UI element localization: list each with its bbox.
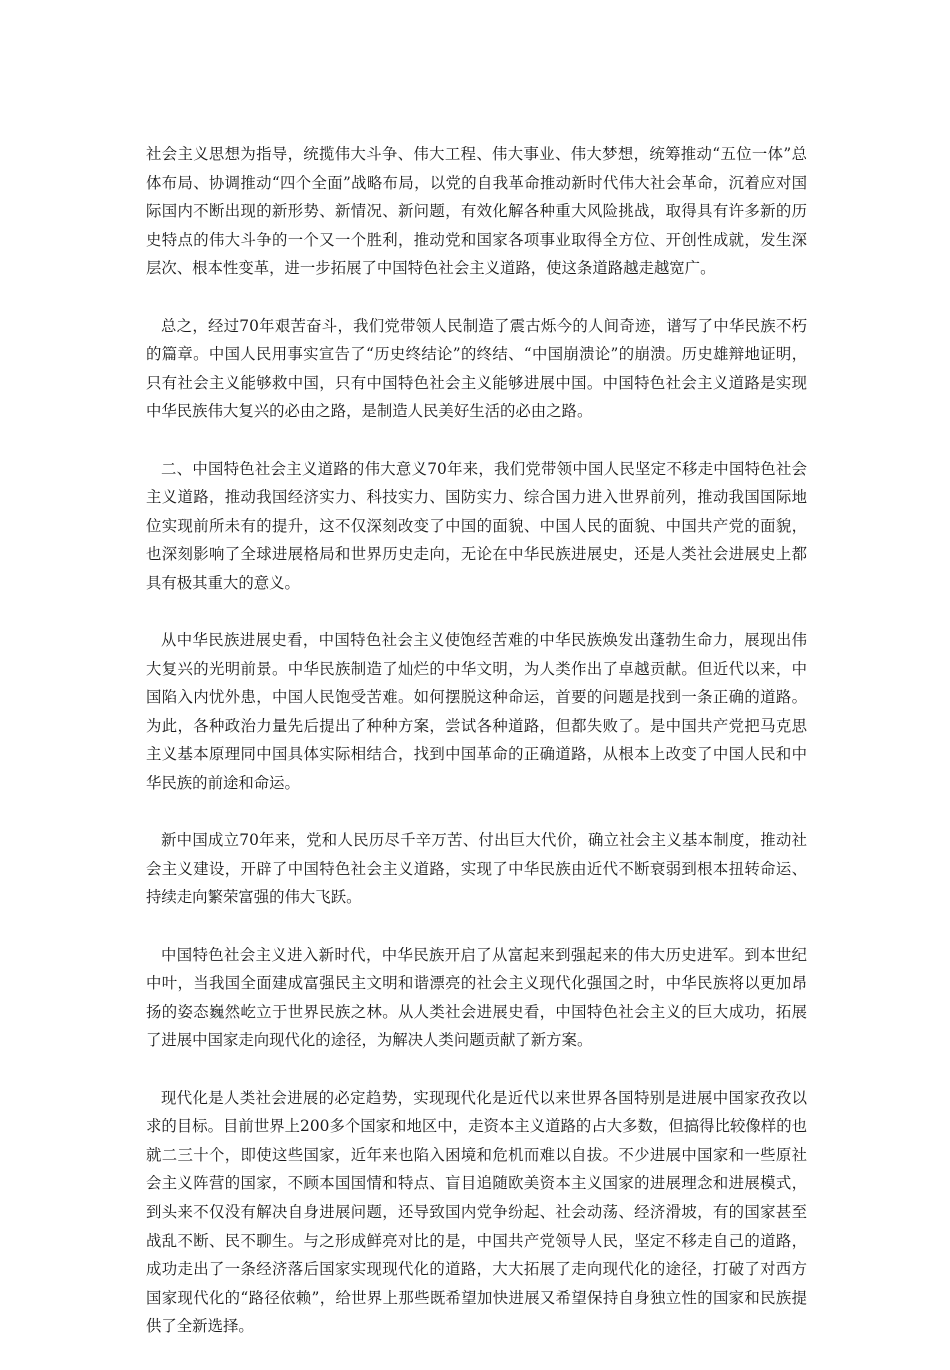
document-body (146, 140, 807, 1370)
paragraph-1: 社会主义思想为指导，统揽伟大斗争、伟大工程、伟大事业、伟大梦想，统筹推动“五位一体”总体布局、协调推动“四个全面”战略布局，以党的自我革命推动新时代伟大社会革命，沉着应对国际国内不断出现的新形势、新情况、新问题，有效化解各种重大风险挑战，取得具有许多新的历史特点的伟大斗争的一个又一个胜利，推动党和国家各项事业取得全方位、开创性成就，发生深层次、根本性变革，进一步拓展了中国特色社会主义道路，使这条道路越走越宽广。 (146, 145, 807, 278)
paragraph-7: 现代化是人类社会进展的必定趋势，实现现代化是近代以来世界各国特别是进展中国家孜孜以求的目标。目前世界上200多个国家和地区中，走资本主义道路的占大多数，但搞得比较像样的也就二三十个，即使这些国家，近年来也陷入困境和危机而难以自拔。不少进展中国家和一些原社会主义阵营的国家，不顾本国国情和特点、盲目追随欧美资本主义国家的进展理念和进展模式，到头来不仅没有解决自身进展问题，还导致国内党争纷起、社会动荡、经济滑坡，有的国家甚至战乱不断、民不聊生。与之形成鲜亮对比的是，中国共产党领导人民，坚定不移走自己的道路，成功走出了一条经济落后国家实现现代化的道路，大大拓展了走向现代化的途径，打破了对西方国家现代化的“路径依赖”，给世界上那些既希望加快进展又希望保持自身独立性的国家和民族提供了全新选择。 (146, 1088, 807, 1336)
paragraph-2: 总之，经过70年艰苦奋斗，我们党带领人民制造了震古烁今的人间奇迹，谱写了中华民族不朽的篇章。中国人民用事实宣告了“历史终结论”的终结、“中国崩溃论”的崩溃。历史雄辩地证明，只有社会主义能够救中国，只有中国特色社会主义能够进展中国。中国特色社会主义道路是实现中华民族伟大复兴的必由之路，是制造人民美好生活的必由之路。 (146, 316, 807, 421)
paragraph-4: 从中华民族进展史看，中国特色社会主义使饱经苦难的中华民族焕发出蓬勃生命力，展现出伟大复兴的光明前景。中华民族制造了灿烂的中华文明，为人类作出了卓越贡献。但近代以来，中国陷入内忧外患，中国人民饱受苦难。如何摆脱这种命运，首要的问题是找到一条正确的道路。为此，各种政治力量先后提出了种种方案，尝试各种道路，但都失败了。是中国共产党把马克思主义基本原理同中国具体实际相结合，找到中国革命的正确道路，从根本上改变了中国人民和中华民族的前途和命运。 (146, 631, 807, 793)
paragraph-5: 新中国成立70年来，党和人民历尽千辛万苦、付出巨大代价，确立社会主义基本制度，推动社会主义建设，开辟了中国特色社会主义道路，实现了中华民族由近代不断衰弱到根本扭转命运、持续走向繁荣富强的伟大飞跃。 (146, 831, 807, 907)
paragraph-6: 中国特色社会主义进入新时代，中华民族开启了从富起来到强起来的伟大历史进军。到本世纪中叶，当我国全面建成富强民主文明和谐漂亮的社会主义现代化强国之时，中华民族将以更加昂扬的姿态巍然屹立于世界民族之林。从人类社会进展史看，中国特色社会主义的巨大成功，拓展了进展中国家走向现代化的途径，为解决人类问题贡献了新方案。 (146, 945, 807, 1050)
paragraph-3: 二、中国特色社会主义道路的伟大意义70年来，我们党带领中国人民坚定不移走中国特色社会主义道路，推动我国经济实力、科技实力、国防实力、综合国力进入世界前列，推动我国国际地位实现前所未有的提升，这不仅深刻改变了中国的面貌、中国人民的面貌、中国共产党的面貌，也深刻影响了全球进展格局和世界历史走向，无论在中华民族进展史，还是人类社会进展史上都具有极其重大的意义。 (146, 459, 807, 592)
